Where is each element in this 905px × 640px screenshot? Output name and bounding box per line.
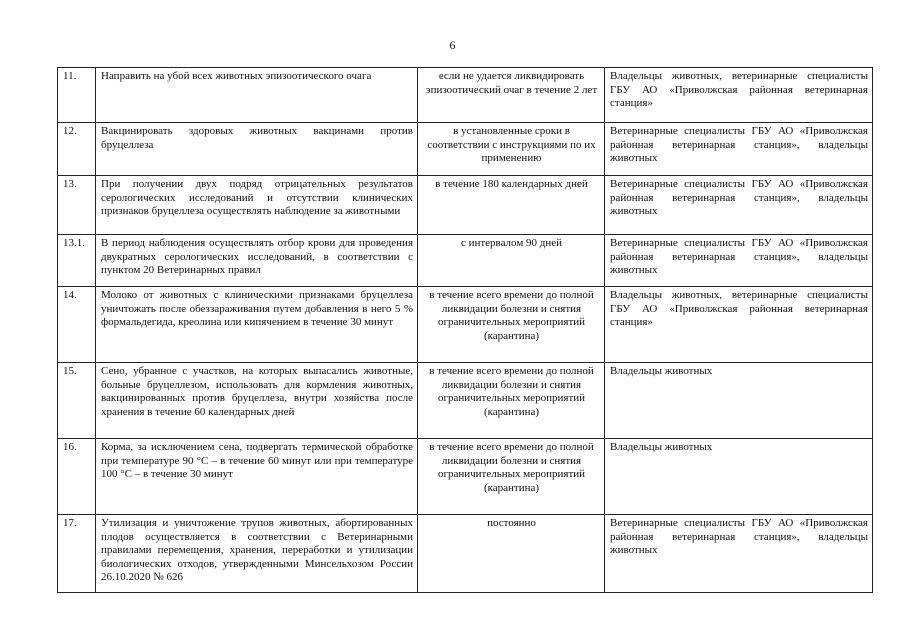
row-term: постоянно	[418, 515, 605, 593]
row-responsible: Ветеринарные специалисты ГБУ АО «Приволжская районная ветеринарная станция», владельцы животных	[605, 123, 873, 176]
page-number: 6	[449, 38, 456, 52]
row-responsible: Владельцы животных, ветеринарные специалисты ГБУ АО «Приволжская районная ветеринарная станция»	[605, 68, 873, 123]
row-responsible: Владельцы животных	[605, 439, 873, 515]
row-action: Корма, за исключением сена, подвергать термической обработке при температуре 90 °С – в течение 60 минут или при температуре 100 °С – в течение 30 минут	[96, 439, 418, 515]
table-row	[58, 68, 873, 123]
row-number: 13.	[58, 176, 96, 235]
measures-table	[57, 67, 873, 593]
row-action: Направить на убой всех животных эпизоотического очага	[96, 68, 418, 123]
table-row	[58, 235, 873, 287]
row-term: в течение всего времени до полной ликвидации болезни и снятия ограничительных мероприятий (карантина)	[418, 363, 605, 439]
row-action: В период наблюдения осуществлять отбор крови для проведения двукратных серологических исследований, в соответствии с пунктом 20 Ветеринарных правил	[96, 235, 418, 287]
row-number: 15.	[58, 363, 96, 439]
table-row	[58, 287, 873, 363]
row-term: если не удается ликвидировать эпизоотический очаг в течение 2 лет	[418, 68, 605, 123]
row-term: в течение всего времени до полной ликвидации болезни и снятия ограничительных мероприятий (карантина)	[418, 439, 605, 515]
row-action: Утилизация и уничтожение трупов животных, абортированных плодов осуществляется в соответствии с Ветеринарными правилами перемещения, хранения, переработки и утилизации биологических отходов, утвержденными Минсельхозом России 26.10.2020 № 626	[96, 515, 418, 593]
row-action: Молоко от животных с клиническими признаками бруцеллеза уничтожать после обеззараживания путем добавления в него 5 % формальдегида, креолина или кипячением в течение 30 минут	[96, 287, 418, 363]
row-term: в течение 180 календарных дней	[418, 176, 605, 235]
row-number: 12.	[58, 123, 96, 176]
row-responsible: Ветеринарные специалисты ГБУ АО «Приволжская районная ветеринарная станция», владельцы животных	[605, 235, 873, 287]
row-responsible: Владельцы животных, ветеринарные специалисты ГБУ АО «Приволжская районная ветеринарная станция»	[605, 287, 873, 363]
row-responsible: Ветеринарные специалисты ГБУ АО «Приволжская районная ветеринарная станция», владельцы животных	[605, 176, 873, 235]
row-responsible: Владельцы животных	[605, 363, 873, 439]
table-row	[58, 123, 873, 176]
row-number: 13.1.	[58, 235, 96, 287]
row-action: При получении двух подряд отрицательных результатов серологических исследований и отсутствии клинических признаков бруцеллеза осуществлять наблюдение за животными	[96, 176, 418, 235]
table-row	[58, 515, 873, 593]
row-number: 11.	[58, 68, 96, 123]
row-term: с интервалом 90 дней	[418, 235, 605, 287]
table-row	[58, 363, 873, 439]
row-responsible: Ветеринарные специалисты ГБУ АО «Приволжская районная ветеринарная станция», владельцы животных	[605, 515, 873, 593]
table-row	[58, 176, 873, 235]
row-number: 17.	[58, 515, 96, 593]
row-term: в установленные сроки в соответствии с инструкциями по их применению	[418, 123, 605, 176]
row-number: 14.	[58, 287, 96, 363]
row-term: в течение всего времени до полной ликвидации болезни и снятия ограничительных мероприятий (карантина)	[418, 287, 605, 363]
row-number: 16.	[58, 439, 96, 515]
row-action: Вакцинировать здоровых животных вакцинами против бруцеллеза	[96, 123, 418, 176]
table-row	[58, 439, 873, 515]
row-action: Сено, убранное с участков, на которых выпасались животные, больные бруцеллезом, использовать для кормления животных, вакцинированных против бруцеллеза, внутри хозяйства после хранения в течение 60 календарных дней	[96, 363, 418, 439]
